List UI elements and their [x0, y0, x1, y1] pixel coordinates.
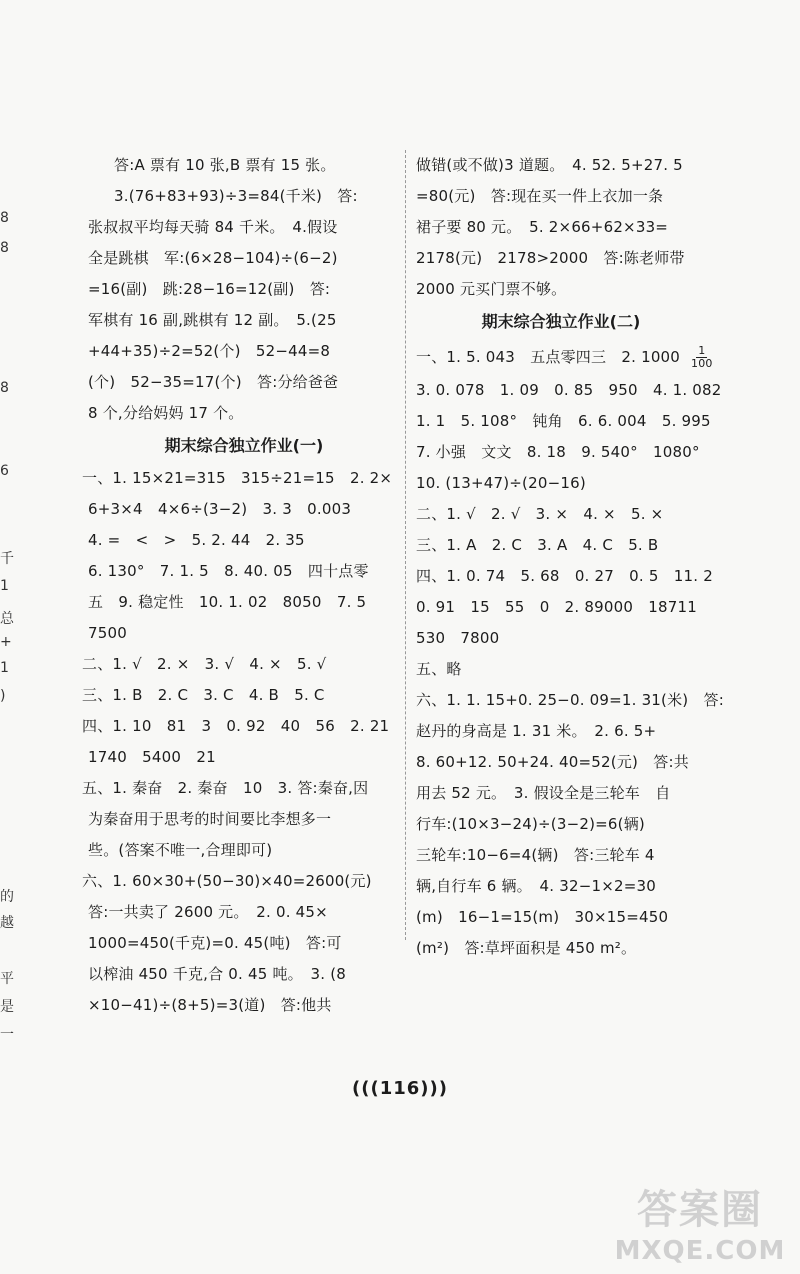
answer-line: 7. 小强 文文 8. 18 9. 540° 1080°: [416, 443, 700, 461]
edge-char: 1: [0, 578, 9, 594]
edge-char: 总: [0, 611, 14, 627]
edge-char: 平: [0, 971, 14, 987]
edge-char: ): [0, 688, 6, 704]
edge-char: 越: [0, 915, 14, 931]
answer-line: 以榨油 450 千克,合 0. 45 吨。 3. (8: [88, 965, 347, 983]
watermark-logo: 答案圈: [637, 1187, 763, 1233]
answer-line: 1. 1 5. 108° 钝角 6. 6. 004 5. 995: [416, 412, 711, 430]
answer-line: (m) 16−1=15(m) 30×15=450: [416, 908, 669, 926]
left-column: [82, 150, 400, 1021]
right-column: [416, 150, 725, 964]
answer-line: 10. (13+47)÷(20−16): [416, 474, 586, 492]
edge-char: +: [0, 634, 12, 650]
answer-line: 六、1. 1. 15+0. 25−0. 09=1. 31(米) 答:: [416, 691, 725, 709]
edge-char: 6: [0, 463, 9, 479]
answer-line: =80(元) 答:现在买一件上衣加一条: [416, 187, 664, 205]
edge-char: 8: [0, 240, 9, 256]
answer-line: (个) 52−35=17(个) 答:分给爸爸: [88, 373, 339, 391]
edge-char: 的: [0, 889, 14, 905]
answer-line: 一、1. 15×21=315 315÷21=15 2. 2×: [82, 469, 393, 487]
answer-line: [416, 339, 713, 375]
answer-line: 答:一共卖了 2600 元。 2. 0. 45×: [88, 903, 328, 921]
answer-line: 二、1. √ 2. × 3. √ 4. × 5. √: [82, 655, 327, 673]
section-title: 期末综合独立作业(一): [164, 436, 324, 455]
answer-line: +44+35)÷2=52(个) 52−44=8: [88, 342, 331, 360]
answer-line: 六、1. 60×30+(50−30)×40=2600(元): [82, 872, 372, 890]
answer-line: 行车:(10×3−24)÷(3−2)=6(辆): [416, 815, 645, 833]
edge-char: 1: [0, 660, 9, 676]
answer-line: 五、1. 秦奋 2. 秦奋 10 3. 答:秦奋,因: [82, 779, 369, 797]
section-title: 期末综合独立作业(二): [481, 312, 641, 331]
answer-line: 8. 60+12. 50+24. 40=52(元) 答:共: [416, 753, 689, 771]
watermark-site: MXQE.COM: [614, 1236, 786, 1266]
answer-line: 三轮车:10−6=4(辆) 答:三轮车 4: [416, 846, 655, 864]
column-divider: [405, 150, 407, 940]
answer-line: (m²) 答:草坪面积是 450 m²。: [416, 939, 637, 957]
answer-line: 二、1. √ 2. √ 3. × 4. × 5. ×: [416, 505, 664, 523]
answer-line: 做错(或不做)3 道题。 4. 52. 5+27. 5: [416, 156, 683, 174]
edge-char: 8: [0, 380, 9, 396]
edge-char: 8: [0, 210, 9, 226]
answer-line: 五 9. 稳定性 10. 1. 02 8050 7. 5: [88, 593, 367, 611]
page-number: (((116))): [352, 1078, 448, 1099]
answer-line: 2178(元) 2178>2000 答:陈老师带: [416, 249, 685, 267]
fraction-denominator: 100: [691, 357, 713, 370]
answer-line: 2000 元买门票不够。: [416, 280, 567, 298]
answer-line: 6. 130° 7. 1. 5 8. 40. 05 四十点零: [88, 562, 369, 580]
edge-char: 千: [0, 551, 14, 567]
answer-text: 一、1. 5. 043 五点零四三 2. 1000: [416, 348, 681, 366]
edge-char: 一: [0, 1027, 14, 1043]
answer-line: 4. = < > 5. 2. 44 2. 35: [88, 531, 305, 549]
answer-line: 全是跳棋 军:(6×28−104)÷(6−2): [88, 249, 338, 267]
answer-line: 用去 52 元。 3. 假设全是三轮车 自: [416, 784, 671, 802]
answer-line: 3. 0. 078 1. 09 0. 85 950 4. 1. 082: [416, 381, 722, 399]
answer-line: 辆,自行车 6 辆。 4. 32−1×2=30: [416, 877, 656, 895]
answer-line: 军棋有 16 副,跳棋有 12 副。 5.(25: [88, 311, 337, 329]
watermark: [610, 1186, 790, 1268]
answer-line: =16(副) 跳:28−16=12(副) 答:: [88, 280, 331, 298]
answer-line: 答:A 票有 10 张,B 票有 15 张。: [114, 156, 336, 174]
answer-line: 3.(76+83+93)÷3=84(千米) 答:: [114, 187, 358, 205]
fraction: [691, 345, 713, 370]
answer-line: 些。(答案不唯一,合理即可): [88, 841, 273, 859]
answer-line: 6+3×4 4×6÷(3−2) 3. 3 0.003: [88, 500, 352, 518]
answer-line: 1000=450(千克)=0. 45(吨) 答:可: [88, 934, 342, 952]
answer-line: 三、1. B 2. C 3. C 4. B 5. C: [82, 686, 325, 704]
answer-line: ×10−41)÷(8+5)=3(道) 答:他共: [88, 996, 332, 1014]
fraction-numerator: 1: [698, 344, 706, 357]
answer-line: 7500: [88, 624, 127, 642]
answer-line: 三、1. A 2. C 3. A 4. C 5. B: [416, 536, 659, 554]
answer-line: 五、略: [416, 660, 462, 678]
answer-line: 四、1. 0. 74 5. 68 0. 27 0. 5 11. 2: [416, 567, 713, 585]
answer-line: 四、1. 10 81 3 0. 92 40 56 2. 21: [82, 717, 390, 735]
answer-line: 0. 91 15 55 0 2. 89000 18711: [416, 598, 697, 616]
answer-line: 530 7800: [416, 629, 500, 647]
answer-line: 1740 5400 21: [88, 748, 216, 766]
answer-line: 为秦奋用于思考的时间要比李想多一: [88, 810, 332, 828]
answer-line: 张叔叔平均每天骑 84 千米。 4.假设: [88, 218, 338, 236]
answer-line: 8 个,分给妈妈 17 个。: [88, 404, 244, 422]
edge-char: 是: [0, 999, 14, 1015]
answer-line: 裙子要 80 元。 5. 2×66+62×33=: [416, 218, 669, 236]
answer-line: 赵丹的身高是 1. 31 米。 2. 6. 5+: [416, 722, 657, 740]
